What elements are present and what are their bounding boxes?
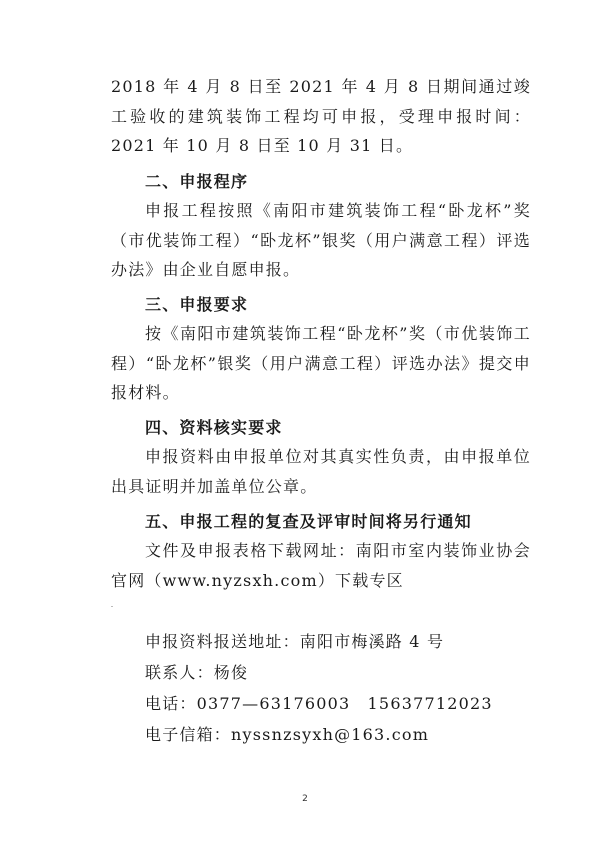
intro-paragraph: 2018 年 4 月 8 日至 2021 年 4 月 8 日期间通过竣工验收的建筑装饰工程均可申报，受理申报时间：2021 年 10 月 8 日至 10 月 31 日。 [111,77,531,155]
contact-person: 联系人：杨俊 [145,663,249,682]
contact-address: 申报资料报送地址：南阳市梅溪路 4 号 [145,632,445,651]
section-body-verification: 申报资料由申报单位对其真实性负责，由申报单位出具证明并加盖单位公章。 [111,447,531,496]
section-heading-review: 五、申报工程的复查及评审时间将另行通知 [145,512,472,531]
scan-mark [111,606,113,607]
section-heading-requirements: 三、申报要求 [145,295,249,314]
section-body-requirements: 按《南阳市建筑装饰工程“卧龙杯”奖（市优装饰工程）“卧龙杯”银奖（用户满意工程）评选办法》提交申报材料。 [111,324,531,402]
contact-phone: 电话：0377—63176003 15637712023 [145,694,493,713]
section-heading-verification: 四、资料核实要求 [145,418,283,437]
page-number: 2 [302,794,308,804]
section-body-download: 文件及申报表格下载网址：南阳市室内装饰业协会官网（www.nyzsxh.com）下载专区 [111,541,531,590]
contact-email: 电子信箱：nyssnzsyxh@163.com [145,725,430,744]
section-heading-procedure: 二、申报程序 [145,172,249,191]
section-body-procedure: 申报工程按照《南阳市建筑装饰工程“卧龙杯”奖（市优装饰工程）“卧龙杯”银奖（用户满意工程）评选办法》由企业自愿申报。 [111,201,531,279]
